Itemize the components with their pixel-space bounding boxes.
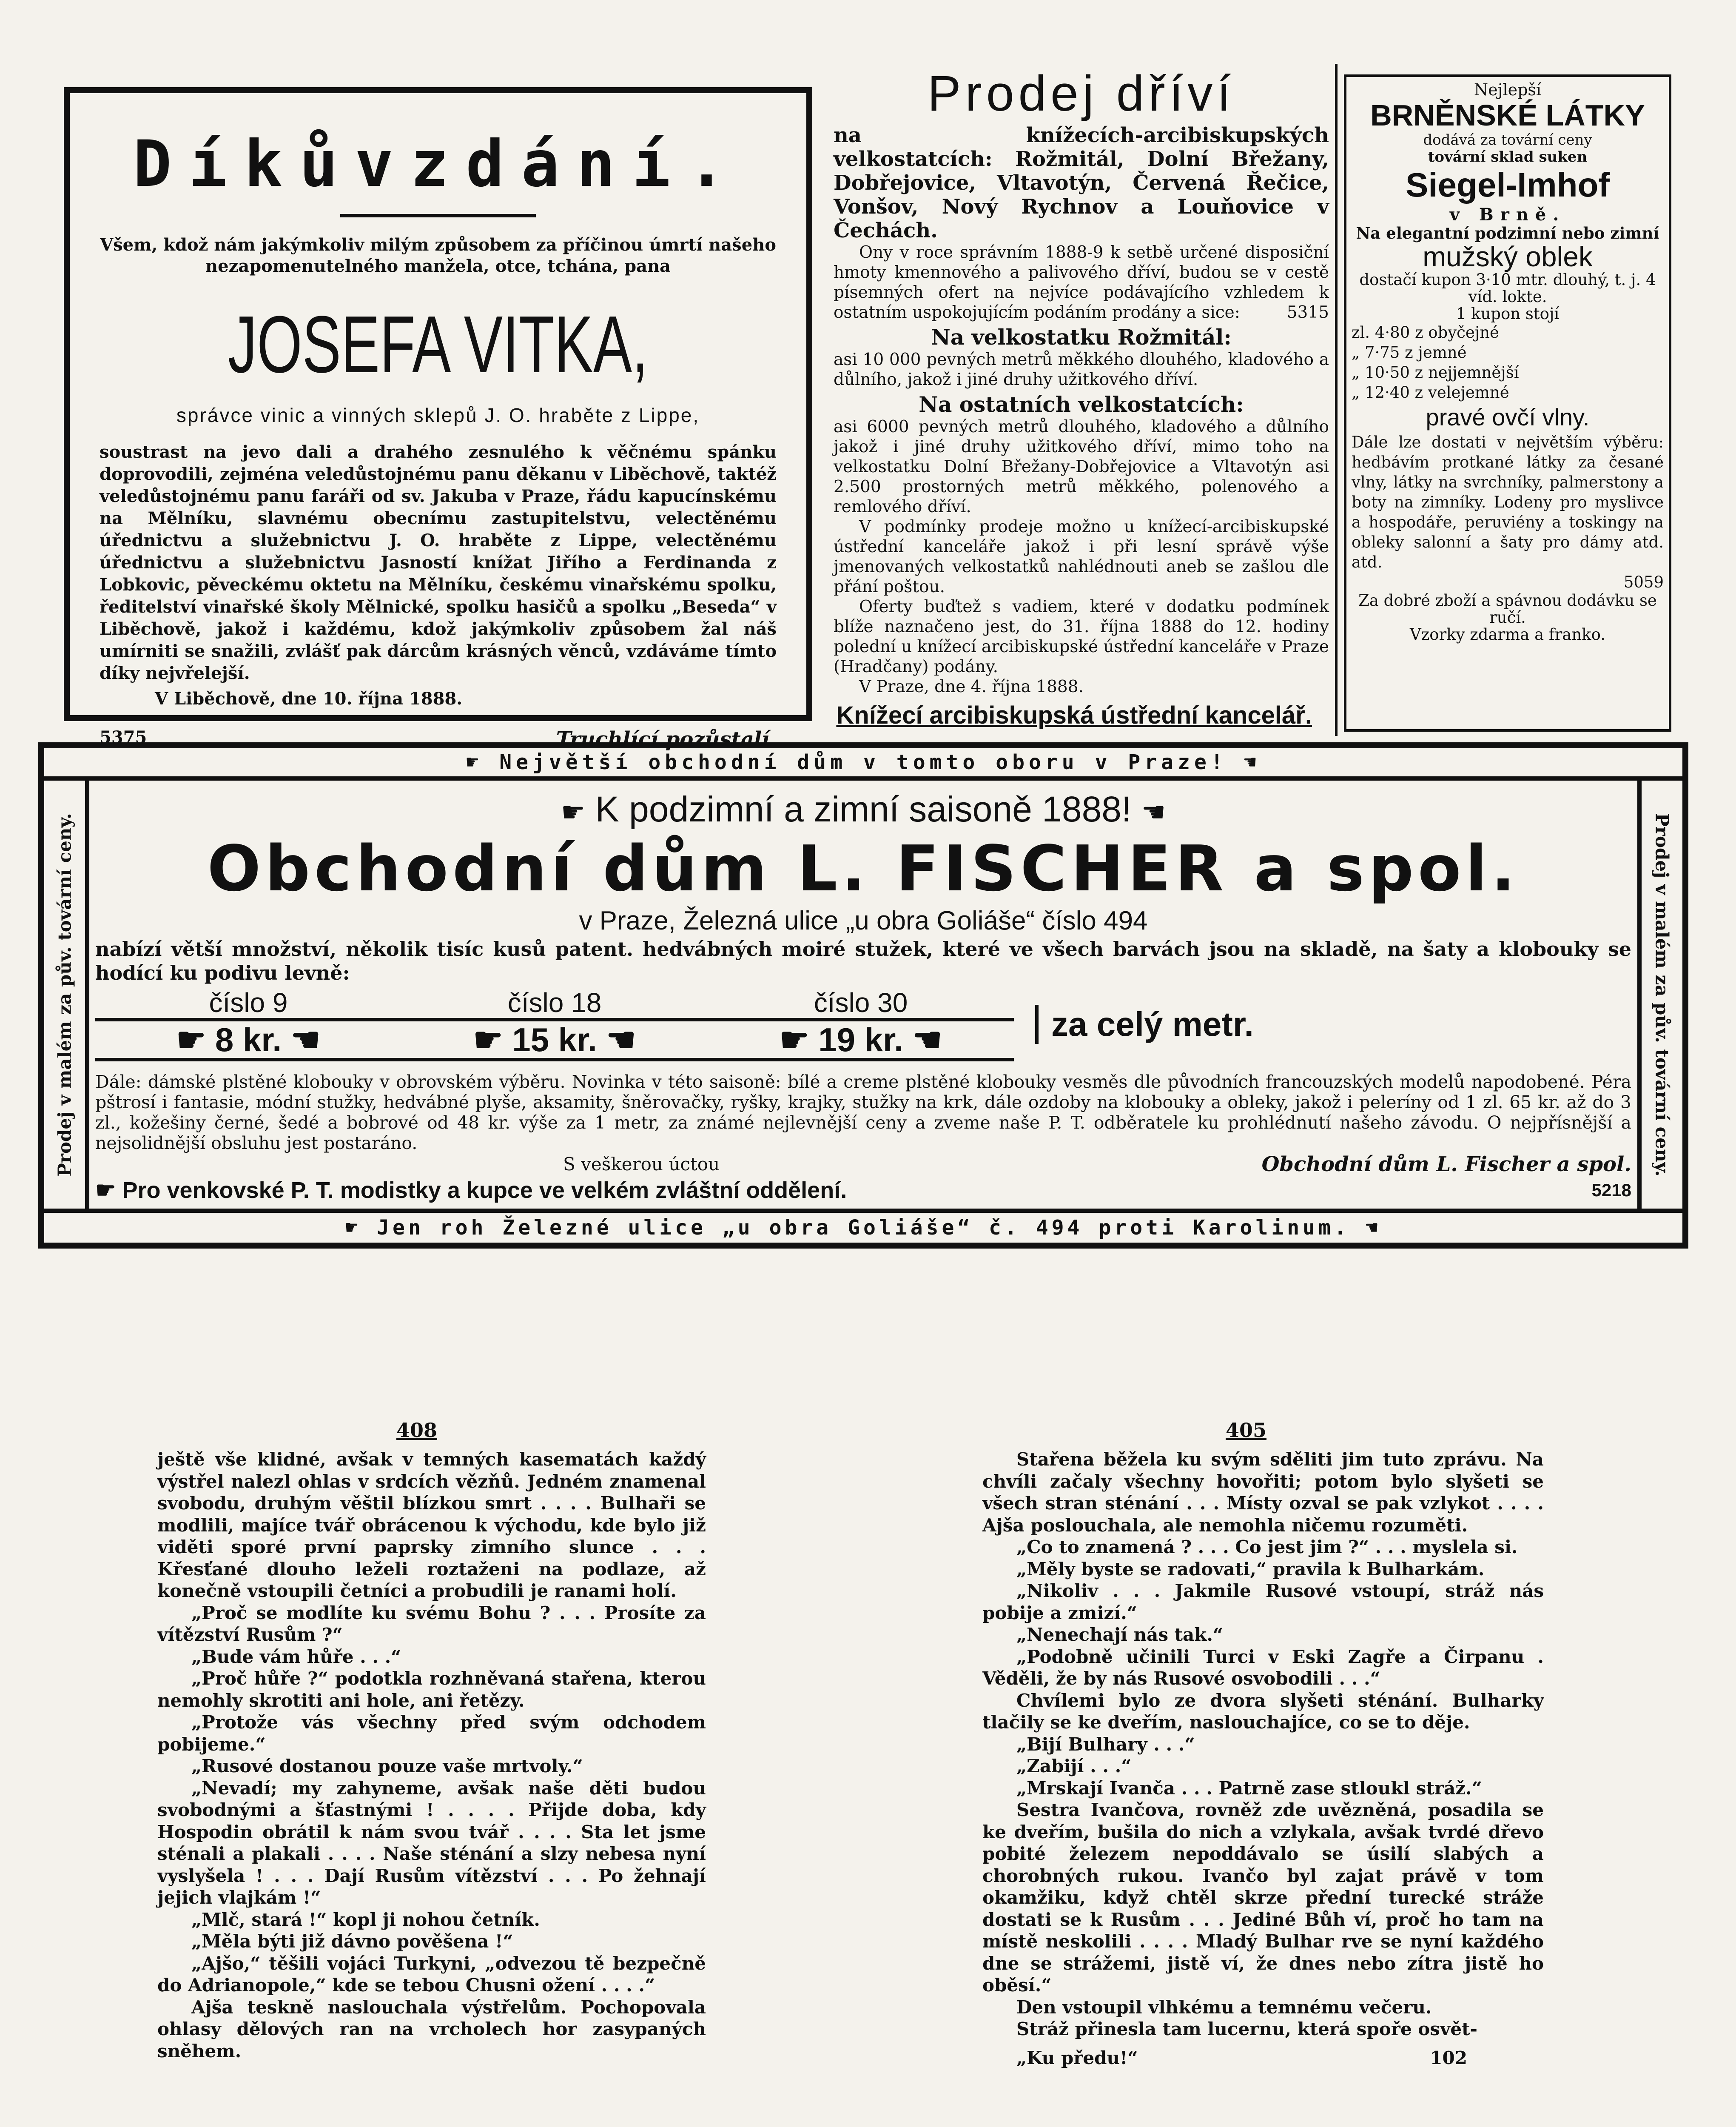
wood-paragraph: Ony v roce správním 1888-9 k setbě určené disposiční hmoty kmennového a palivového dříví, budou se v cestě písemných ofert na nejvíce podávajícího vzhledem k ostatním uspokojujícím podáním prodány a sice: 5315 <box>834 243 1329 322</box>
title-rule <box>340 214 536 217</box>
wood-number: 5315 <box>1286 303 1329 322</box>
novel-paragraph: „Nevadí; my zahyneme, avšak naše děti budou svobodnými a šťastnými ! . . . . Přijde doba, kdy Hospodin obrátil k nám svou tvář . . . . Sta let jsme sténali a plakali . . . . Naše sténání a slzy nebesa nyní vyslyšela ! . . . Dají Rusům vítězství . . . Po žehnají jejich vlajkám !“ <box>157 1777 706 1908</box>
novel-paragraph: „Proč se modlíte ku svému Bohu ? . . . Prosíte za vítězství Rusům ?“ <box>157 1602 706 1645</box>
price-column: číslo 30 ☛ 19 kr. ☚ <box>708 987 1014 1061</box>
fischer-firm-name: Obchodní dům L. FISCHER a spol. <box>207 832 1520 905</box>
novel-paragraph: „Mlč, stará !“ kopl ji nohou četník. <box>191 1909 540 1930</box>
wood-title: Prodej dříví <box>927 66 1235 122</box>
pointing-hand-icon: ☛ <box>345 1216 361 1240</box>
fischer-side-left: Prodej v malém za pův. tovární ceny. <box>44 781 89 1209</box>
cloth-firm: Siegel-Imhof <box>1405 166 1610 204</box>
cloth-line: 1 kupon stojí <box>1456 305 1560 323</box>
pointing-hand-icon: ☚ <box>1244 750 1261 774</box>
thanks-title: Díkůvzdání. <box>133 127 743 201</box>
thanks-number: 5375 <box>100 727 147 747</box>
cloth-line: Na elegantní podzimní nebo zimní <box>1356 224 1659 242</box>
fischer-sign: S veškerou úctou Obchodní dům L. Fischer a spol. <box>563 1152 1631 1176</box>
novel-paragraph: „Měla býti již dávno pověšena !“ <box>191 1931 513 1952</box>
novel-paragraph: „Měly byste se radovati,“ pravila k Bulharkám. <box>1016 1558 1485 1580</box>
novel-paragraph: „Zabijí . . .“ <box>1016 1756 1132 1776</box>
wood-heading-rozmital: Na velkostatku Rožmitál: <box>931 325 1232 350</box>
fischer-season: ☛ K podzimní a zimní saisoně 1888! ☚ <box>95 789 1631 833</box>
cloth-line: dostačí kupon 3·10 mtr. dlouhý, t. j. 4 víd. lokte. <box>1359 271 1656 306</box>
fischer-side-right: Prodej v malém za pův. tovární ceny. <box>1637 781 1682 1209</box>
wood-place-date: V Praze, dne 4. října 1888. <box>859 677 1084 696</box>
cloth-price-row: „ 7·75 z jemné <box>1352 343 1467 362</box>
cloth-ad <box>1344 74 1671 732</box>
cloth-price-row: „ 12·40 z velejemné <box>1352 383 1509 402</box>
pointing-hand-icon: ☚ <box>290 1021 321 1058</box>
novel-footer <box>982 2047 1544 2069</box>
pointing-hand-icon: ☚ <box>912 1021 942 1058</box>
pointing-hand-icon: ☛ <box>561 797 586 827</box>
cloth-headline: BRNĚNSKÉ LÁTKY <box>1370 99 1645 132</box>
page-number-left: 408 <box>396 1419 438 1442</box>
novel-paragraph: „Mrskají Ivanča . . . Patrně zase stloukl stráž.“ <box>1016 1777 1482 1799</box>
novel-paragraph: ještě vše klidné, avšak v temných kasematách každý výstřel nalezl ohlas v srdcích vězňů. Jedném znamenal svobodu, druhým věštil blízkou smrt . . . . Bulhaři se modlili, majíce tvář obrácenou k východu, kde bylo již viděti sporé první paprsky zimního slunce . . . Křesťané dlouho leželi roztaženi na podlaze, až konečně vstoupili četníci a probudili je ranami holí. <box>157 1449 706 1601</box>
deceased-name: JOSEFA VITKA, <box>228 299 649 390</box>
fischer-offer: nabízí větší množství, několik tisíc kusů patent. hedvábných moiré stužek, které ve všech barvách jsou na skladě, na šaty a klobouky se hodící ku podivu levně: <box>95 938 1631 984</box>
footer-number: 102 <box>1430 2047 1467 2068</box>
novel-paragraph: „Podobně učinili Turci v Eski Zagře a Čirpanu . Věděli, že by nás Rusové osvobodili . . .“ <box>982 1646 1544 1689</box>
footer-title: „Ku předu!“ <box>1016 2047 1138 2068</box>
novel-paragraph: „Nenechají nás tak.“ <box>1016 1624 1224 1645</box>
cloth-body: Dále lze dostati v největším výběru: hedbávím protkané látky za česané vlny, látky na svrchníky, palmerstony a boty na zimníky. Lodeny pro myslivce a hospodáře, peruviény a toskingy na obleky salonní a šaty pro dámy atd. atd. <box>1352 433 1664 571</box>
novel-paragraph: „Proč hůře ?“ podotkla rozhněvaná stařena, kterou nemohly skrotiti ani hole, ani řetězy. <box>157 1668 706 1711</box>
fischer-price-grid <box>95 987 1631 1061</box>
pointing-hand-icon: ☚ <box>606 1021 636 1058</box>
fischer-address: v Praze, Železná ulice „u obra Goliáše“ číslo 494 <box>579 906 1148 935</box>
pointing-hand-icon: ☛ <box>779 1021 809 1058</box>
pointing-hand-icon: ☛ <box>473 1021 503 1058</box>
thanks-signature: Truchlící pozůstalí. <box>556 727 777 751</box>
novel-paragraph: Sestra Ivančova, rovněž zde uvězněná, posadila se ke dveřím, bušila do nich a vzlykala, avšak tvrdé dřevo pobité železem nepoddávalo se úsilí slabých a chorobných rukou. Ivančo byl zajat právě v tom okamžiku, když chtěl skrze přední turecké stráže dostati se k Rusům . . . Jediné Bůh ví, proč ho tam na místě neskolili . . . . Mladý Bulhar rve se nyní každého dne se strážemi, jistě ví, že dnes nebo zítra jistě ho oběsí.“ <box>982 1799 1544 1996</box>
cloth-suit: mužský oblek <box>1423 241 1593 272</box>
novel-paragraph: Ajša teskně naslouchala výstřelům. Pochopovala ohlasy dělových ran na vrcholech hor zasypaných sněhem. <box>157 1996 706 2061</box>
wood-signature: Knížecí arcibiskupská ústřední kancelář. <box>836 701 1312 729</box>
price-column: číslo 9 ☛ 8 kr. ☚ <box>95 987 401 1061</box>
pointing-hand-icon: ☛ <box>95 1178 116 1203</box>
cloth-line: dodává za tovární ceny <box>1423 131 1592 148</box>
novel-paragraph: „Protože vás všechny před svým odchodem pobijeme.“ <box>157 1712 706 1755</box>
pointing-hand-icon: ☚ <box>1365 1216 1381 1240</box>
per-metre-label: za celý metr. <box>1035 1005 1254 1044</box>
fischer-wholesale: ☛ Pro venkovské P. T. modistky a kupce ve velkém zvláštní oddělení. 5218 <box>95 1178 1631 1203</box>
cloth-line: Nejlepší <box>1474 80 1542 99</box>
price-column: číslo 18 ☛ 15 kr. ☚ <box>401 987 708 1061</box>
cloth-number: 5059 <box>1623 573 1664 591</box>
novel-paragraph: „Nikoliv . . . Jakmile Rusové vstoupí, stráž nás pobije a zmizí.“ <box>982 1580 1544 1623</box>
fischer-top-banner: ☛ Největší obchodní dům v tomto oboru v Praze! ☚ <box>44 748 1682 781</box>
thanks-intro: Všem, kdož nám jakýmkoliv milým způsobem za příčinou úmrtí našeho nezapomenutelného manžela, otce, tchána, pana <box>100 235 776 276</box>
cloth-city: v Brně. <box>1449 205 1566 225</box>
pointing-hand-icon: ☛ <box>466 750 483 774</box>
novel-paragraph: „Ajšo,“ těšili vojáci Turkyni, „odvezou tě bezpečně do Adrianopole,“ kde se tebou Chusni ožení . . . .“ <box>157 1953 706 1996</box>
cloth-line: Vzorky zdarma a franko. <box>1410 625 1605 644</box>
wood-paragraph: asi 6000 pevných metrů dlouhého, kladového a důlního jakož i jiné druhy užitkového dříví, mimo toho na velkostatku Dolní Břežany-Dobřejovice a Vltavotýn asi 2.500 prostorných metrů měkkého, polenového a remlového dříví. <box>834 417 1329 516</box>
fischer-ad <box>38 742 1688 1249</box>
fischer-bottom-banner: ☛ Jen roh Železné ulice „u obra Goliáše“ č. 494 proti Karolinum. ☚ <box>44 1209 1682 1243</box>
wood-heading-others: Na ostatních velkostatcích: <box>919 392 1244 417</box>
thanks-notice <box>64 87 812 751</box>
cloth-line: tovární sklad suken <box>1428 148 1588 165</box>
cloth-wool: pravé ovčí vlny. <box>1426 404 1590 431</box>
pointing-hand-icon: ☛ <box>176 1021 206 1058</box>
novel-paragraph: „Co to znamená ? . . . Co jest jim ?“ . . . myslela si. <box>1016 1537 1518 1557</box>
novel-paragraph: Chvílemi bylo ze dvora slyšeti sténání. Bulharky tlačily se ke dveřím, naslouchajíce, co se to děje. <box>982 1690 1544 1733</box>
novel-paragraph: Den vstoupil vlhkému a temnému večeru. <box>1016 1996 1432 2018</box>
novel-paragraph: „Bude vám hůře . . .“ <box>191 1646 401 1667</box>
deceased-role: správce vinic a vinných sklepů J. O. hraběte z Lippe, <box>176 404 700 426</box>
wood-paragraph: Oferty buďtež s vadiem, které v dodatku podmínek blíže naznačeno jest, do 31. října 1888 do 12. hodiny polední u knížecí arcibiskupské ústřední kanceláře v Praze (Hradčany) podány. <box>834 597 1329 676</box>
novel-paragraph: Stráž přinesla tam lucernu, která spoře osvět- <box>1016 2019 1477 2039</box>
cloth-price-row: „ 10·50 z nejjemnější <box>1352 363 1519 382</box>
wood-lead: na knížecích-arcibiskupských velkostatcích: Rožmitál, Dolní Břežany, Dobřejovice, Vltavotýn, Červená Řečice, Vonšov, Nový Rychnov a Louňovice v Čechách. <box>834 123 1329 242</box>
wood-sale-notice <box>829 64 1338 736</box>
cloth-price-row: zl. 4·80 z obyčejné <box>1352 323 1499 342</box>
fischer-description: Dále: dámské plstěné klobouky v obrovském výběru. Novinka v této saisoně: bílé a creme plstěné klobouky vesměs dle původních francouzských modelů napodobené. Péra pštrosí i fantasie, módní stužky, hedvábné plyše, aksamity, šněrovačky, ryšky, krajky, stužky na krk, dále ozdoby na klobouky a obleky, jakož i peleríny od 1 zl. 65 kr. až do 3 zl., kožešiny černé, šedé a bobrové od 48 kr. výše za 1 metr, za známé nejlevnější ceny a zveme naše P. T. odběratele ku prohlédnutí našeho závodu. O nejpřísnější a nejsolidnější obsluhu jest postaráno. <box>95 1072 1631 1153</box>
thanks-body: soustrast na jevo dali a drahého zesnulého k věčnému spánku doprovodili, zejména veledůstojnému panu děkanu v Liběchově, taktéž veledůstojnému panu faráři od sv. Jakuba v Praze, řádu kapucínskému na Mělníku, slavnému obecnímu zastupitelstvu, velectěnému úřednictvu a služebnictvu J. O. hraběte z Lippe, velectěnému úřednictvu a služebnictvu Jasností knížat Jiřího a Ferdinanda z Lobkovic, pěveckému oktetu na Mělníku, českému vinařskému spolku, ředitelství vinařské školy Mělnické, spolku hasičů a spolku „Beseda“ v Liběchově, jakož i každému, kdož jakýmkoliv způsobem žal náš umírniti se snažili, zvlášť pak dárcům krásných věnců, vzdáváme tímto díky nejvřelejší. <box>100 442 777 683</box>
novel-right-column <box>982 1448 1544 2069</box>
cloth-line: Za dobré zboží a spávnou dodávku se ručí. <box>1358 591 1657 627</box>
thanks-place-date: V Liběchově, dne 10. října 1888. <box>155 689 463 709</box>
page-number-right: 405 <box>1225 1419 1267 1442</box>
wood-paragraph: V podmínky prodeje možno u knížecí-arcibiskupské ústřední kanceláře jakož i při lesní správě výše jmenovaných velkostatků nahlédnouti aneb se zašlou dle přání poštou. <box>834 517 1329 596</box>
wood-paragraph: asi 10 000 pevných metrů měkkého dlouhého, kladového a důlního, jakož i jiné druhy užitkového dříví. <box>834 350 1329 389</box>
novel-paragraph: „Bijí Bulhary . . .“ <box>1016 1734 1195 1755</box>
novel-paragraph: „Rusové dostanou pouze vaše mrtvoly.“ <box>191 1756 583 1776</box>
novel-left-column <box>157 1448 706 2062</box>
pointing-hand-icon: ☚ <box>1141 797 1166 827</box>
novel-paragraph: Stařena běžela ku svým sděliti jim tuto zprávu. Na chvíli začaly všechny hovořiti; potom bylo slyšeti se všech stran sténání . . . Místy ozval se pak vzlykot . . . . Ajša poslouchala, ale nemohla ničemu rozuměti. <box>982 1449 1544 1536</box>
